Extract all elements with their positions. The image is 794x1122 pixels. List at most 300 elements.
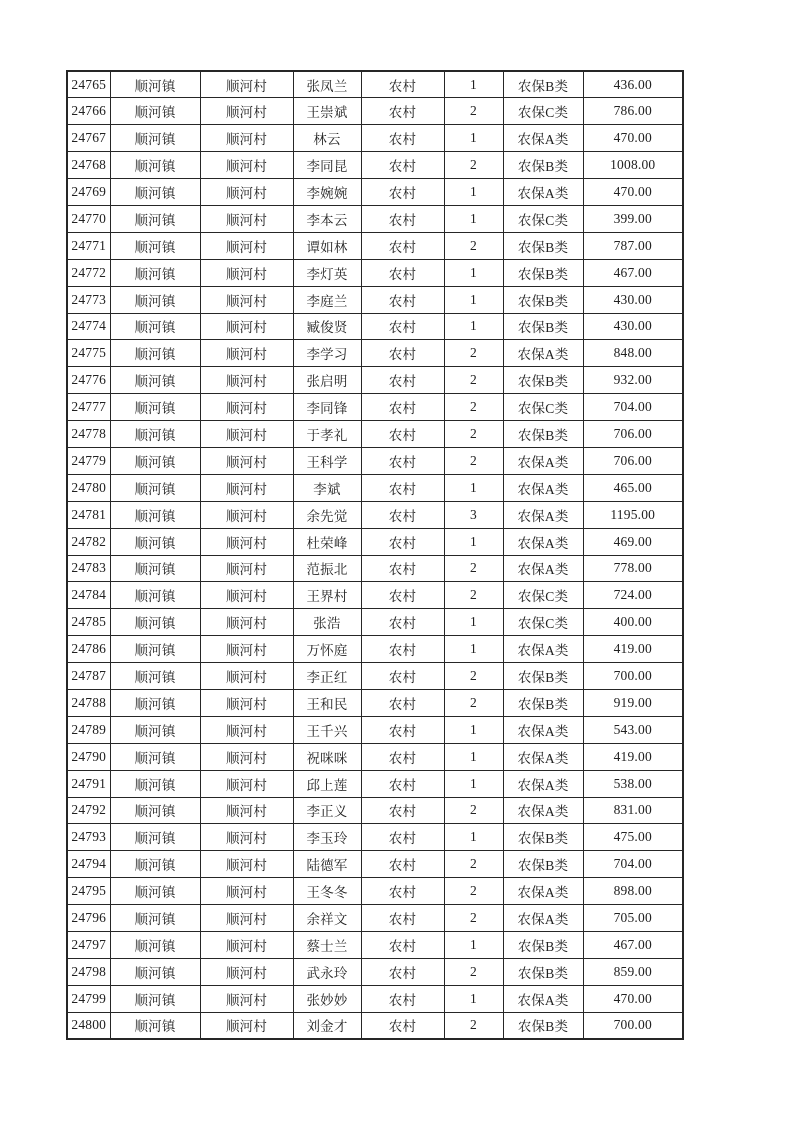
table-row bbox=[67, 663, 683, 690]
cell-town: 顺河镇 bbox=[110, 1012, 200, 1039]
records-table-body bbox=[67, 71, 683, 1039]
cell-record-id: 24777 bbox=[67, 394, 110, 421]
cell-person-name: 于孝礼 bbox=[293, 421, 361, 448]
cell-insurance-class: 农保A类 bbox=[503, 528, 583, 555]
cell-village: 顺河村 bbox=[200, 824, 293, 851]
cell-person-name: 李同锋 bbox=[293, 394, 361, 421]
cell-residence-type: 农村 bbox=[361, 340, 444, 367]
cell-record-id: 24786 bbox=[67, 636, 110, 663]
cell-record-id: 24787 bbox=[67, 663, 110, 690]
cell-person-name: 张凤兰 bbox=[293, 71, 361, 98]
cell-person-name: 臧俊贤 bbox=[293, 313, 361, 340]
cell-person-count: 1 bbox=[444, 985, 503, 1012]
cell-record-id: 24779 bbox=[67, 447, 110, 474]
table-row bbox=[67, 152, 683, 179]
cell-village: 顺河村 bbox=[200, 797, 293, 824]
cell-insurance-class: 农保A类 bbox=[503, 447, 583, 474]
table-row bbox=[67, 474, 683, 501]
cell-residence-type: 农村 bbox=[361, 770, 444, 797]
cell-person-count: 1 bbox=[444, 259, 503, 286]
cell-residence-type: 农村 bbox=[361, 958, 444, 985]
cell-residence-type: 农村 bbox=[361, 394, 444, 421]
cell-amount: 778.00 bbox=[583, 555, 683, 582]
cell-person-count: 1 bbox=[444, 716, 503, 743]
cell-insurance-class: 农保A类 bbox=[503, 905, 583, 932]
table-row bbox=[67, 636, 683, 663]
cell-person-name: 李本云 bbox=[293, 205, 361, 232]
cell-insurance-class: 农保B类 bbox=[503, 824, 583, 851]
cell-town: 顺河镇 bbox=[110, 663, 200, 690]
cell-record-id: 24769 bbox=[67, 179, 110, 206]
cell-village: 顺河村 bbox=[200, 98, 293, 125]
cell-town: 顺河镇 bbox=[110, 313, 200, 340]
cell-amount: 704.00 bbox=[583, 394, 683, 421]
cell-residence-type: 农村 bbox=[361, 98, 444, 125]
cell-residence-type: 农村 bbox=[361, 824, 444, 851]
cell-person-count: 3 bbox=[444, 501, 503, 528]
table-row bbox=[67, 824, 683, 851]
cell-record-id: 24784 bbox=[67, 582, 110, 609]
cell-record-id: 24780 bbox=[67, 474, 110, 501]
cell-insurance-class: 农保C类 bbox=[503, 205, 583, 232]
cell-village: 顺河村 bbox=[200, 71, 293, 98]
cell-record-id: 24778 bbox=[67, 421, 110, 448]
cell-amount: 859.00 bbox=[583, 958, 683, 985]
cell-town: 顺河镇 bbox=[110, 474, 200, 501]
cell-person-name: 李庭兰 bbox=[293, 286, 361, 313]
cell-record-id: 24783 bbox=[67, 555, 110, 582]
cell-residence-type: 农村 bbox=[361, 259, 444, 286]
cell-amount: 465.00 bbox=[583, 474, 683, 501]
cell-amount: 932.00 bbox=[583, 367, 683, 394]
cell-town: 顺河镇 bbox=[110, 636, 200, 663]
cell-insurance-class: 农保A类 bbox=[503, 501, 583, 528]
cell-residence-type: 农村 bbox=[361, 179, 444, 206]
cell-town: 顺河镇 bbox=[110, 421, 200, 448]
cell-insurance-class: 农保C类 bbox=[503, 394, 583, 421]
cell-amount: 724.00 bbox=[583, 582, 683, 609]
cell-amount: 705.00 bbox=[583, 905, 683, 932]
cell-village: 顺河村 bbox=[200, 286, 293, 313]
cell-residence-type: 农村 bbox=[361, 851, 444, 878]
cell-town: 顺河镇 bbox=[110, 259, 200, 286]
cell-amount: 1195.00 bbox=[583, 501, 683, 528]
cell-village: 顺河村 bbox=[200, 609, 293, 636]
cell-residence-type: 农村 bbox=[361, 797, 444, 824]
cell-village: 顺河村 bbox=[200, 313, 293, 340]
cell-insurance-class: 农保A类 bbox=[503, 797, 583, 824]
cell-person-name: 武永玲 bbox=[293, 958, 361, 985]
cell-insurance-class: 农保A类 bbox=[503, 474, 583, 501]
cell-residence-type: 农村 bbox=[361, 689, 444, 716]
cell-person-count: 1 bbox=[444, 824, 503, 851]
cell-amount: 419.00 bbox=[583, 636, 683, 663]
cell-person-count: 2 bbox=[444, 421, 503, 448]
cell-town: 顺河镇 bbox=[110, 824, 200, 851]
cell-residence-type: 农村 bbox=[361, 447, 444, 474]
cell-amount: 706.00 bbox=[583, 447, 683, 474]
cell-record-id: 24796 bbox=[67, 905, 110, 932]
table-row bbox=[67, 582, 683, 609]
cell-person-name: 王千兴 bbox=[293, 716, 361, 743]
cell-residence-type: 农村 bbox=[361, 474, 444, 501]
table-row bbox=[67, 313, 683, 340]
cell-town: 顺河镇 bbox=[110, 985, 200, 1012]
cell-residence-type: 农村 bbox=[361, 501, 444, 528]
cell-person-name: 张浩 bbox=[293, 609, 361, 636]
cell-town: 顺河镇 bbox=[110, 528, 200, 555]
cell-village: 顺河村 bbox=[200, 663, 293, 690]
cell-person-count: 1 bbox=[444, 636, 503, 663]
cell-amount: 787.00 bbox=[583, 232, 683, 259]
cell-amount: 700.00 bbox=[583, 1012, 683, 1039]
cell-village: 顺河村 bbox=[200, 152, 293, 179]
cell-amount: 543.00 bbox=[583, 716, 683, 743]
cell-person-count: 1 bbox=[444, 770, 503, 797]
cell-amount: 470.00 bbox=[583, 985, 683, 1012]
cell-village: 顺河村 bbox=[200, 958, 293, 985]
cell-person-count: 2 bbox=[444, 340, 503, 367]
table-row bbox=[67, 905, 683, 932]
cell-person-name: 林云 bbox=[293, 125, 361, 152]
cell-record-id: 24792 bbox=[67, 797, 110, 824]
cell-person-name: 李斌 bbox=[293, 474, 361, 501]
table-row bbox=[67, 1012, 683, 1039]
cell-person-name: 万怀庭 bbox=[293, 636, 361, 663]
cell-record-id: 24793 bbox=[67, 824, 110, 851]
cell-amount: 706.00 bbox=[583, 421, 683, 448]
cell-residence-type: 农村 bbox=[361, 609, 444, 636]
cell-record-id: 24770 bbox=[67, 205, 110, 232]
cell-person-name: 张妙妙 bbox=[293, 985, 361, 1012]
cell-town: 顺河镇 bbox=[110, 851, 200, 878]
cell-person-name: 杜荣峰 bbox=[293, 528, 361, 555]
cell-person-name: 谭如林 bbox=[293, 232, 361, 259]
cell-person-name: 王崇斌 bbox=[293, 98, 361, 125]
table-row bbox=[67, 958, 683, 985]
cell-person-name: 李正义 bbox=[293, 797, 361, 824]
cell-village: 顺河村 bbox=[200, 367, 293, 394]
table-row bbox=[67, 98, 683, 125]
table-row bbox=[67, 447, 683, 474]
cell-person-count: 1 bbox=[444, 743, 503, 770]
cell-village: 顺河村 bbox=[200, 501, 293, 528]
cell-amount: 400.00 bbox=[583, 609, 683, 636]
cell-person-count: 2 bbox=[444, 394, 503, 421]
cell-insurance-class: 农保A类 bbox=[503, 985, 583, 1012]
cell-village: 顺河村 bbox=[200, 528, 293, 555]
cell-town: 顺河镇 bbox=[110, 770, 200, 797]
cell-town: 顺河镇 bbox=[110, 932, 200, 959]
records-table bbox=[66, 70, 684, 1040]
cell-person-count: 1 bbox=[444, 286, 503, 313]
cell-residence-type: 农村 bbox=[361, 286, 444, 313]
cell-town: 顺河镇 bbox=[110, 152, 200, 179]
cell-person-count: 2 bbox=[444, 367, 503, 394]
cell-insurance-class: 农保A类 bbox=[503, 716, 583, 743]
cell-person-name: 蔡士兰 bbox=[293, 932, 361, 959]
cell-record-id: 24797 bbox=[67, 932, 110, 959]
cell-person-count: 2 bbox=[444, 447, 503, 474]
cell-residence-type: 农村 bbox=[361, 313, 444, 340]
table-row bbox=[67, 71, 683, 98]
cell-residence-type: 农村 bbox=[361, 905, 444, 932]
cell-village: 顺河村 bbox=[200, 851, 293, 878]
cell-insurance-class: 农保A类 bbox=[503, 179, 583, 206]
cell-insurance-class: 农保B类 bbox=[503, 932, 583, 959]
cell-person-name: 陆德军 bbox=[293, 851, 361, 878]
cell-village: 顺河村 bbox=[200, 932, 293, 959]
cell-insurance-class: 农保B类 bbox=[503, 663, 583, 690]
table-row bbox=[67, 286, 683, 313]
cell-person-count: 1 bbox=[444, 932, 503, 959]
cell-insurance-class: 农保B类 bbox=[503, 367, 583, 394]
cell-village: 顺河村 bbox=[200, 636, 293, 663]
cell-person-name: 李灯英 bbox=[293, 259, 361, 286]
cell-person-count: 2 bbox=[444, 663, 503, 690]
cell-village: 顺河村 bbox=[200, 1012, 293, 1039]
cell-village: 顺河村 bbox=[200, 474, 293, 501]
table-row bbox=[67, 770, 683, 797]
cell-village: 顺河村 bbox=[200, 689, 293, 716]
cell-insurance-class: 农保C类 bbox=[503, 582, 583, 609]
cell-record-id: 24772 bbox=[67, 259, 110, 286]
cell-insurance-class: 农保C类 bbox=[503, 98, 583, 125]
cell-person-name: 王界村 bbox=[293, 582, 361, 609]
cell-village: 顺河村 bbox=[200, 770, 293, 797]
table-row bbox=[67, 932, 683, 959]
table-row bbox=[67, 501, 683, 528]
table-row bbox=[67, 716, 683, 743]
cell-amount: 848.00 bbox=[583, 340, 683, 367]
cell-residence-type: 农村 bbox=[361, 716, 444, 743]
cell-town: 顺河镇 bbox=[110, 71, 200, 98]
cell-residence-type: 农村 bbox=[361, 71, 444, 98]
cell-person-count: 1 bbox=[444, 528, 503, 555]
cell-insurance-class: 农保B类 bbox=[503, 71, 583, 98]
cell-insurance-class: 农保B类 bbox=[503, 232, 583, 259]
cell-person-name: 余祥文 bbox=[293, 905, 361, 932]
cell-residence-type: 农村 bbox=[361, 582, 444, 609]
cell-record-id: 24791 bbox=[67, 770, 110, 797]
cell-amount: 470.00 bbox=[583, 179, 683, 206]
table-row bbox=[67, 528, 683, 555]
cell-record-id: 24795 bbox=[67, 878, 110, 905]
cell-person-count: 2 bbox=[444, 152, 503, 179]
cell-amount: 436.00 bbox=[583, 71, 683, 98]
cell-amount: 467.00 bbox=[583, 932, 683, 959]
table-row bbox=[67, 851, 683, 878]
cell-residence-type: 农村 bbox=[361, 205, 444, 232]
cell-insurance-class: 农保B类 bbox=[503, 259, 583, 286]
cell-residence-type: 农村 bbox=[361, 232, 444, 259]
cell-amount: 475.00 bbox=[583, 824, 683, 851]
cell-residence-type: 农村 bbox=[361, 636, 444, 663]
cell-town: 顺河镇 bbox=[110, 609, 200, 636]
table-row bbox=[67, 609, 683, 636]
cell-person-count: 1 bbox=[444, 609, 503, 636]
cell-person-count: 1 bbox=[444, 205, 503, 232]
cell-person-count: 2 bbox=[444, 555, 503, 582]
table-row bbox=[67, 421, 683, 448]
cell-village: 顺河村 bbox=[200, 421, 293, 448]
table-row bbox=[67, 985, 683, 1012]
cell-insurance-class: 农保B类 bbox=[503, 152, 583, 179]
table-row bbox=[67, 232, 683, 259]
cell-village: 顺河村 bbox=[200, 905, 293, 932]
cell-person-count: 2 bbox=[444, 905, 503, 932]
cell-town: 顺河镇 bbox=[110, 716, 200, 743]
cell-village: 顺河村 bbox=[200, 582, 293, 609]
cell-insurance-class: 农保B类 bbox=[503, 313, 583, 340]
table-row bbox=[67, 125, 683, 152]
cell-town: 顺河镇 bbox=[110, 205, 200, 232]
cell-amount: 430.00 bbox=[583, 313, 683, 340]
cell-village: 顺河村 bbox=[200, 985, 293, 1012]
table-row bbox=[67, 394, 683, 421]
cell-insurance-class: 农保A类 bbox=[503, 340, 583, 367]
cell-record-id: 24789 bbox=[67, 716, 110, 743]
cell-record-id: 24776 bbox=[67, 367, 110, 394]
cell-person-name: 邱上莲 bbox=[293, 770, 361, 797]
cell-amount: 700.00 bbox=[583, 663, 683, 690]
cell-residence-type: 农村 bbox=[361, 528, 444, 555]
cell-town: 顺河镇 bbox=[110, 582, 200, 609]
cell-amount: 399.00 bbox=[583, 205, 683, 232]
cell-village: 顺河村 bbox=[200, 878, 293, 905]
cell-town: 顺河镇 bbox=[110, 958, 200, 985]
table-row bbox=[67, 555, 683, 582]
cell-person-name: 李正红 bbox=[293, 663, 361, 690]
cell-insurance-class: 农保B类 bbox=[503, 286, 583, 313]
cell-amount: 786.00 bbox=[583, 98, 683, 125]
cell-insurance-class: 农保A类 bbox=[503, 878, 583, 905]
cell-town: 顺河镇 bbox=[110, 394, 200, 421]
cell-record-id: 24790 bbox=[67, 743, 110, 770]
cell-town: 顺河镇 bbox=[110, 555, 200, 582]
cell-person-count: 2 bbox=[444, 958, 503, 985]
cell-town: 顺河镇 bbox=[110, 179, 200, 206]
table-row bbox=[67, 367, 683, 394]
cell-person-name: 刘金才 bbox=[293, 1012, 361, 1039]
cell-town: 顺河镇 bbox=[110, 501, 200, 528]
table-row bbox=[67, 797, 683, 824]
cell-person-count: 1 bbox=[444, 179, 503, 206]
cell-amount: 470.00 bbox=[583, 125, 683, 152]
cell-record-id: 24782 bbox=[67, 528, 110, 555]
table-row bbox=[67, 743, 683, 770]
cell-residence-type: 农村 bbox=[361, 743, 444, 770]
cell-person-count: 2 bbox=[444, 232, 503, 259]
cell-amount: 467.00 bbox=[583, 259, 683, 286]
cell-residence-type: 农村 bbox=[361, 985, 444, 1012]
cell-record-id: 24785 bbox=[67, 609, 110, 636]
cell-town: 顺河镇 bbox=[110, 878, 200, 905]
cell-village: 顺河村 bbox=[200, 447, 293, 474]
cell-record-id: 24788 bbox=[67, 689, 110, 716]
cell-village: 顺河村 bbox=[200, 205, 293, 232]
cell-person-count: 1 bbox=[444, 313, 503, 340]
cell-amount: 919.00 bbox=[583, 689, 683, 716]
table-row bbox=[67, 878, 683, 905]
cell-amount: 898.00 bbox=[583, 878, 683, 905]
table-row bbox=[67, 205, 683, 232]
cell-person-count: 1 bbox=[444, 474, 503, 501]
cell-record-id: 24773 bbox=[67, 286, 110, 313]
cell-person-name: 祝咪咪 bbox=[293, 743, 361, 770]
cell-person-count: 2 bbox=[444, 797, 503, 824]
cell-amount: 704.00 bbox=[583, 851, 683, 878]
cell-person-count: 2 bbox=[444, 689, 503, 716]
cell-amount: 430.00 bbox=[583, 286, 683, 313]
table-row bbox=[67, 689, 683, 716]
cell-village: 顺河村 bbox=[200, 232, 293, 259]
cell-residence-type: 农村 bbox=[361, 932, 444, 959]
cell-insurance-class: 农保A类 bbox=[503, 555, 583, 582]
cell-person-name: 王和民 bbox=[293, 689, 361, 716]
cell-village: 顺河村 bbox=[200, 394, 293, 421]
cell-town: 顺河镇 bbox=[110, 340, 200, 367]
cell-person-count: 2 bbox=[444, 1012, 503, 1039]
cell-person-name: 余先觉 bbox=[293, 501, 361, 528]
cell-person-name: 张启明 bbox=[293, 367, 361, 394]
cell-residence-type: 农村 bbox=[361, 663, 444, 690]
cell-insurance-class: 农保A类 bbox=[503, 770, 583, 797]
cell-residence-type: 农村 bbox=[361, 367, 444, 394]
cell-town: 顺河镇 bbox=[110, 447, 200, 474]
cell-residence-type: 农村 bbox=[361, 555, 444, 582]
cell-amount: 538.00 bbox=[583, 770, 683, 797]
cell-person-name: 李婉婉 bbox=[293, 179, 361, 206]
cell-insurance-class: 农保B类 bbox=[503, 1012, 583, 1039]
cell-insurance-class: 农保A类 bbox=[503, 743, 583, 770]
cell-insurance-class: 农保A类 bbox=[503, 636, 583, 663]
cell-town: 顺河镇 bbox=[110, 797, 200, 824]
cell-amount: 1008.00 bbox=[583, 152, 683, 179]
cell-village: 顺河村 bbox=[200, 179, 293, 206]
cell-residence-type: 农村 bbox=[361, 152, 444, 179]
cell-town: 顺河镇 bbox=[110, 125, 200, 152]
cell-record-id: 24768 bbox=[67, 152, 110, 179]
cell-residence-type: 农村 bbox=[361, 125, 444, 152]
cell-person-name: 李玉玲 bbox=[293, 824, 361, 851]
cell-person-count: 2 bbox=[444, 851, 503, 878]
cell-person-name: 王科学 bbox=[293, 447, 361, 474]
cell-village: 顺河村 bbox=[200, 340, 293, 367]
cell-record-id: 24767 bbox=[67, 125, 110, 152]
cell-residence-type: 农村 bbox=[361, 421, 444, 448]
table-row bbox=[67, 340, 683, 367]
cell-record-id: 24774 bbox=[67, 313, 110, 340]
cell-record-id: 24800 bbox=[67, 1012, 110, 1039]
cell-town: 顺河镇 bbox=[110, 98, 200, 125]
cell-person-count: 1 bbox=[444, 71, 503, 98]
cell-town: 顺河镇 bbox=[110, 367, 200, 394]
cell-record-id: 24765 bbox=[67, 71, 110, 98]
cell-record-id: 24794 bbox=[67, 851, 110, 878]
cell-town: 顺河镇 bbox=[110, 232, 200, 259]
cell-insurance-class: 农保B类 bbox=[503, 851, 583, 878]
table-row bbox=[67, 179, 683, 206]
cell-person-count: 2 bbox=[444, 98, 503, 125]
cell-town: 顺河镇 bbox=[110, 743, 200, 770]
cell-record-id: 24781 bbox=[67, 501, 110, 528]
cell-town: 顺河镇 bbox=[110, 905, 200, 932]
cell-insurance-class: 农保B类 bbox=[503, 958, 583, 985]
cell-record-id: 24798 bbox=[67, 958, 110, 985]
cell-person-count: 1 bbox=[444, 125, 503, 152]
cell-record-id: 24771 bbox=[67, 232, 110, 259]
